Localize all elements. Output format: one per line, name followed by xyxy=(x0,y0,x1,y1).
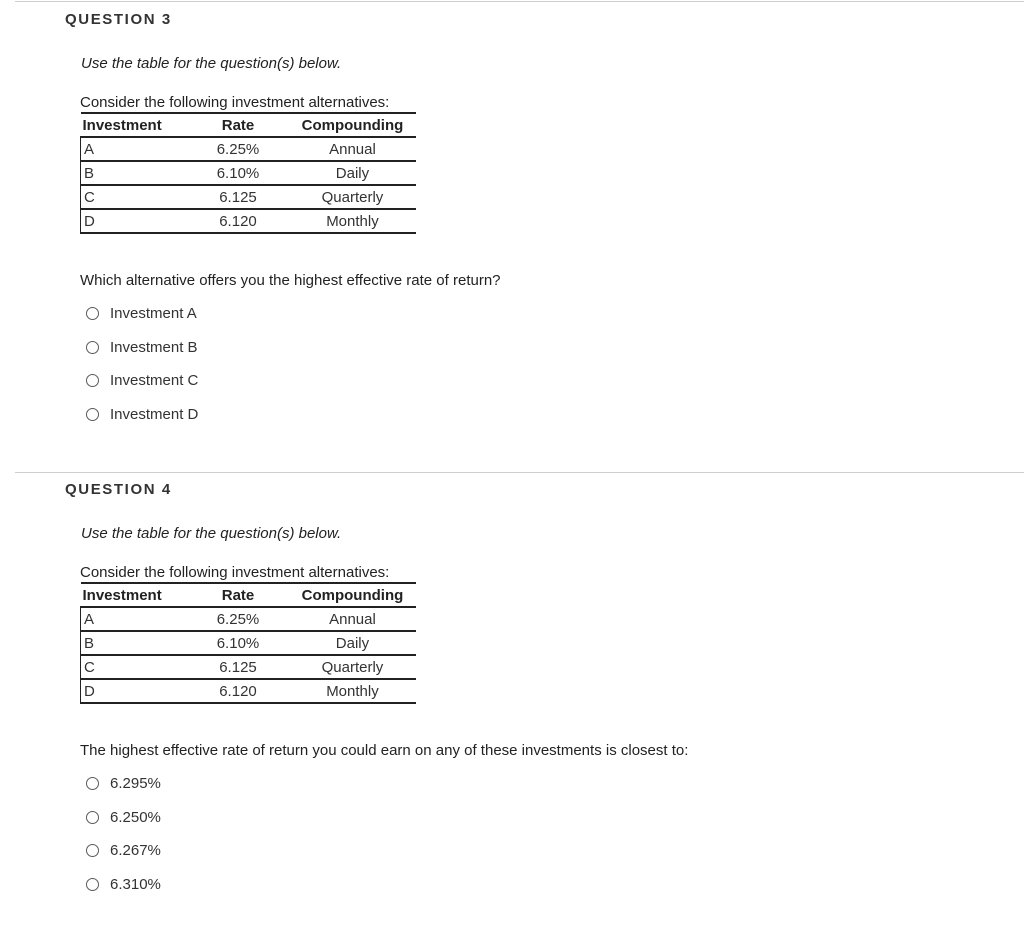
option-label: 6.267% xyxy=(110,842,161,860)
cell-investment: A xyxy=(81,137,188,161)
option-label: Investment A xyxy=(110,305,197,323)
cell-investment: A xyxy=(81,607,188,631)
cell-compounding: Quarterly xyxy=(289,185,416,209)
header-rate: Rate xyxy=(187,113,289,137)
cell-compounding: Daily xyxy=(289,161,416,185)
option-label: Investment B xyxy=(110,338,198,356)
cell-rate: 6.125 xyxy=(187,185,289,209)
question-title: QUESTION 4 xyxy=(65,481,172,498)
radio-button[interactable] xyxy=(86,341,99,354)
header-compounding: Compounding xyxy=(289,583,416,607)
top-divider xyxy=(15,1,1024,2)
cell-rate: 6.120 xyxy=(187,679,289,703)
option-label: 6.295% xyxy=(110,775,161,793)
radio-button[interactable] xyxy=(86,307,99,320)
radio-button[interactable] xyxy=(86,408,99,421)
option-label: 6.310% xyxy=(110,875,161,893)
cell-compounding: Annual xyxy=(289,607,416,631)
header-compounding: Compounding xyxy=(289,113,416,137)
cell-rate: 6.120 xyxy=(187,209,289,233)
answer-option-d[interactable] xyxy=(86,868,161,902)
table-header-row xyxy=(81,113,417,137)
table-row xyxy=(81,209,417,233)
answer-option-a[interactable] xyxy=(86,767,161,801)
question-title: QUESTION 3 xyxy=(65,11,172,28)
table-row xyxy=(81,679,417,703)
option-label: Investment D xyxy=(110,405,199,423)
header-investment: Investment xyxy=(81,583,188,607)
cell-rate: 6.25% xyxy=(187,607,289,631)
question-prompt: Which alternative offers you the highest effective rate of return? xyxy=(80,272,501,289)
answer-option-a[interactable] xyxy=(86,297,198,331)
cell-rate: 6.25% xyxy=(187,137,289,161)
answer-option-d[interactable] xyxy=(86,398,198,432)
table-row xyxy=(81,137,417,161)
cell-rate: 6.10% xyxy=(187,631,289,655)
answer-options xyxy=(86,297,198,431)
table-row xyxy=(81,161,417,185)
table-row xyxy=(81,607,417,631)
cell-investment: B xyxy=(81,161,188,185)
question-3 xyxy=(0,11,1024,451)
header-rate: Rate xyxy=(187,583,289,607)
answer-option-b[interactable] xyxy=(86,801,161,835)
question-prompt: The highest effective rate of return you could earn on any of these investments is closest to: xyxy=(80,742,689,759)
answer-option-b[interactable] xyxy=(86,331,198,365)
table-row xyxy=(81,185,417,209)
option-label: Investment C xyxy=(110,372,199,390)
cell-compounding: Daily xyxy=(289,631,416,655)
intro-text: Consider the following investment alternatives: xyxy=(80,564,390,581)
answer-options xyxy=(86,767,161,901)
cell-compounding: Annual xyxy=(289,137,416,161)
investment-table xyxy=(80,582,416,704)
radio-button[interactable] xyxy=(86,878,99,891)
instruction-text: Use the table for the question(s) below. xyxy=(81,55,342,72)
table-header-row xyxy=(81,583,417,607)
cell-rate: 6.125 xyxy=(187,655,289,679)
intro-text: Consider the following investment alternatives: xyxy=(80,94,390,111)
radio-button[interactable] xyxy=(86,374,99,387)
radio-button[interactable] xyxy=(86,777,99,790)
question-4 xyxy=(0,481,1024,921)
cell-investment: D xyxy=(81,209,188,233)
instruction-text: Use the table for the question(s) below. xyxy=(81,525,342,542)
investment-table xyxy=(80,112,416,234)
answer-option-c[interactable] xyxy=(86,834,161,868)
cell-compounding: Monthly xyxy=(289,679,416,703)
radio-button[interactable] xyxy=(86,844,99,857)
radio-button[interactable] xyxy=(86,811,99,824)
option-label: 6.250% xyxy=(110,808,161,826)
question-divider xyxy=(15,472,1024,473)
cell-investment: B xyxy=(81,631,188,655)
cell-investment: C xyxy=(81,185,188,209)
table-row xyxy=(81,631,417,655)
header-investment: Investment xyxy=(81,113,188,137)
answer-option-c[interactable] xyxy=(86,364,198,398)
table-row xyxy=(81,655,417,679)
cell-compounding: Monthly xyxy=(289,209,416,233)
cell-investment: D xyxy=(81,679,188,703)
cell-investment: C xyxy=(81,655,188,679)
cell-compounding: Quarterly xyxy=(289,655,416,679)
cell-rate: 6.10% xyxy=(187,161,289,185)
